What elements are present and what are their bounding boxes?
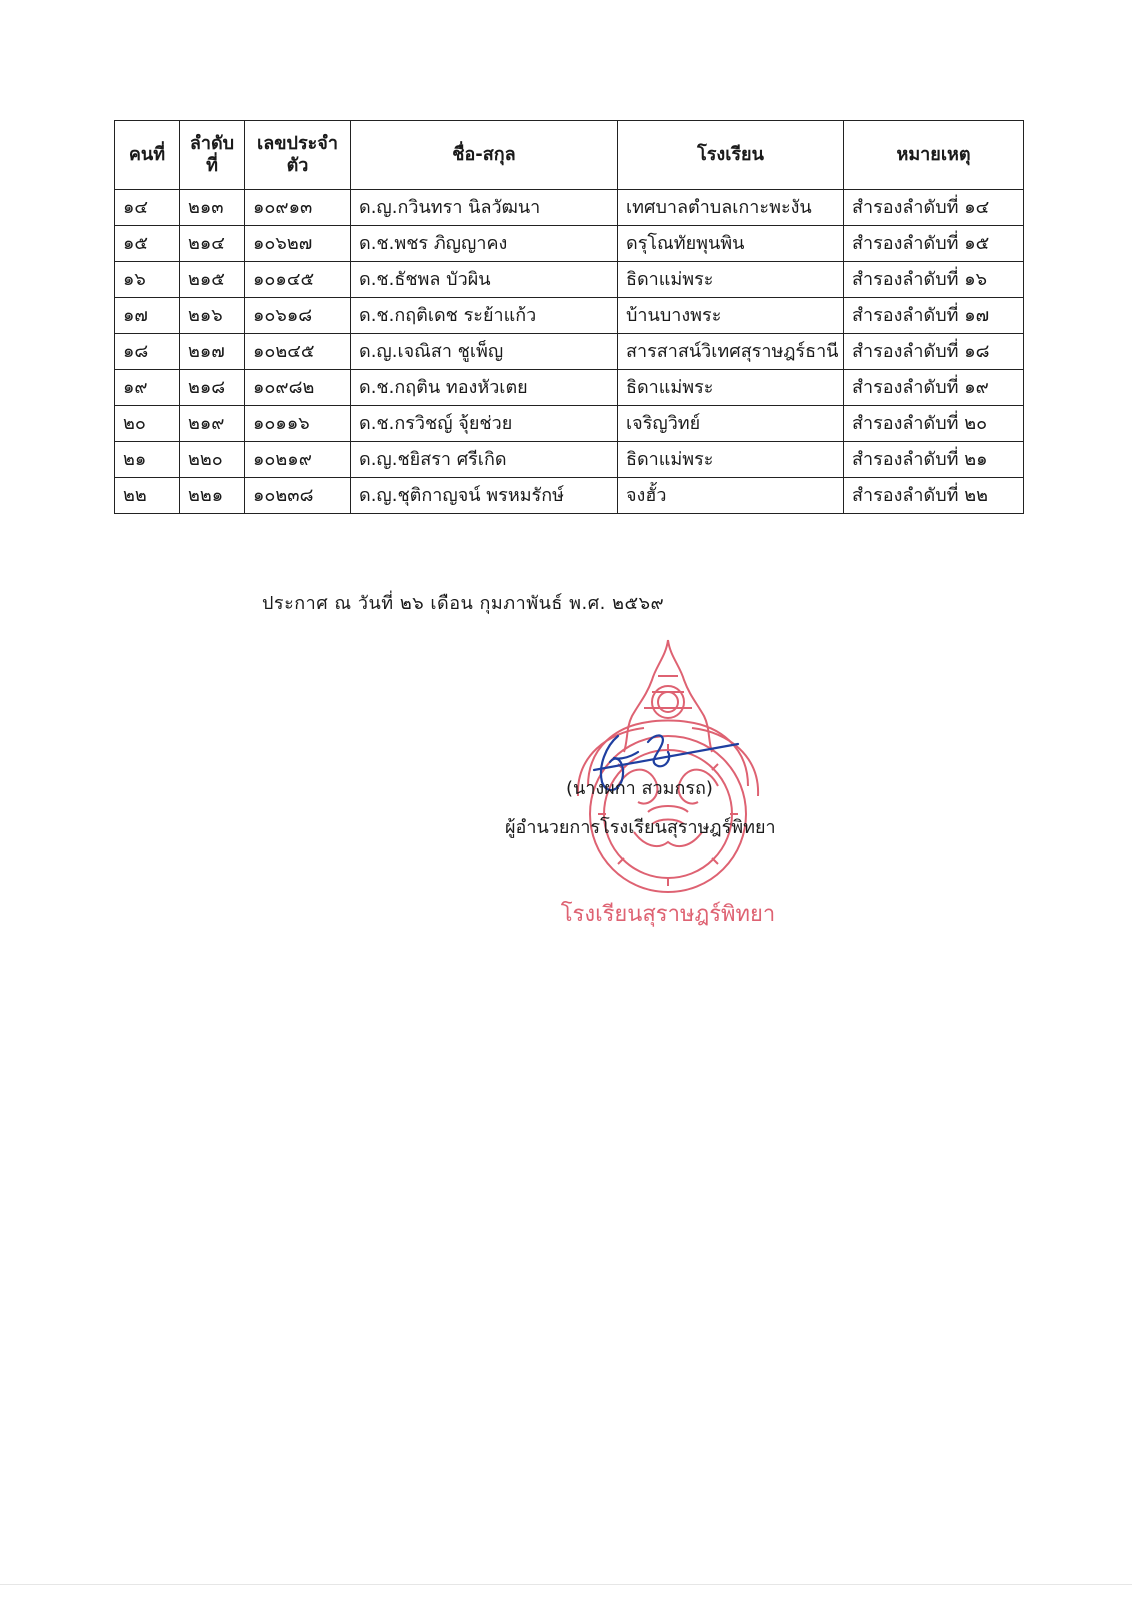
table-row [115,298,1024,334]
cell-remark: สำรองลำดับที่ ๑๖ [844,262,1024,298]
header-school: โรงเรียน [618,121,844,190]
cell-person-no: ๒๒ [115,478,180,514]
cell-order-no: ๒๑๕ [180,262,245,298]
cell-remark: สำรองลำดับที่ ๑๘ [844,334,1024,370]
cell-order-no: ๒๒๐ [180,442,245,478]
cell-order-no: ๒๒๑ [180,478,245,514]
cell-remark: สำรองลำดับที่ ๑๔ [844,190,1024,226]
cell-remark: สำรองลำดับที่ ๒๑ [844,442,1024,478]
cell-full-name: ด.ญ.ชุติกาญจน์ พรหมรักษ์ [351,478,618,514]
header-id-no: เลขประจำตัว [245,121,351,190]
cell-full-name: ด.ช.กฤติน ทองหัวเตย [351,370,618,406]
cell-person-no: ๑๗ [115,298,180,334]
cell-person-no: ๑๘ [115,334,180,370]
cell-school: ธิดาแม่พระ [618,370,844,406]
cell-order-no: ๒๑๘ [180,370,245,406]
table-row [115,262,1024,298]
table-row [115,190,1024,226]
cell-full-name: ด.ญ.เจณิสา ชูเพ็ญ [351,334,618,370]
cell-person-no: ๑๖ [115,262,180,298]
cell-person-no: ๒๑ [115,442,180,478]
cell-order-no: ๒๑๓ [180,190,245,226]
header-full-name: ชื่อ-สกุล [351,121,618,190]
cell-school: ธิดาแม่พระ [618,442,844,478]
cell-id-no: ๑๐๒๔๕ [245,334,351,370]
cell-school: จงฮั้ว [618,478,844,514]
cell-school: ธิดาแม่พระ [618,262,844,298]
cell-id-no: ๑๐๖๒๗ [245,226,351,262]
table-row [115,226,1024,262]
reserve-list-table [114,120,1024,514]
cell-person-no: ๑๙ [115,370,180,406]
announcement-date: ประกาศ ณ วันที่ ๒๖ เดือน กุมภาพันธ์ พ.ศ. ๒๕๖๙ [262,593,665,614]
cell-full-name: ด.ช.พชร ภิญญาคง [351,226,618,262]
signer-title: ผู้อำนวยการโรงเรียนสุราษฎร์พิทยา [505,817,776,838]
cell-order-no: ๒๑๙ [180,406,245,442]
cell-id-no: ๑๐๒๓๘ [245,478,351,514]
table-row [115,406,1024,442]
cell-order-no: ๒๑๖ [180,298,245,334]
cell-school: บ้านบางพระ [618,298,844,334]
table-row [115,442,1024,478]
scan-edge-line [0,1584,1132,1585]
cell-remark: สำรองลำดับที่ ๑๗ [844,298,1024,334]
cell-id-no: ๑๐๑๑๖ [245,406,351,442]
cell-order-no: ๒๑๗ [180,334,245,370]
cell-school: เจริญวิทย์ [618,406,844,442]
cell-school: สารสาสน์วิเทศสุราษฎร์ธานี [618,334,844,370]
signer-name: (นางผกา สวมกรถ) [566,778,713,799]
cell-id-no: ๑๐๖๑๘ [245,298,351,334]
cell-school: เทศบาลตำบลเกาะพะงัน [618,190,844,226]
cell-remark: สำรองลำดับที่ ๑๕ [844,226,1024,262]
cell-id-no: ๑๐๙๑๓ [245,190,351,226]
cell-full-name: ด.ญ.ชยิสรา ศรีเกิด [351,442,618,478]
header-order-no: ลำดับที่ [180,121,245,190]
cell-person-no: ๒๐ [115,406,180,442]
seal-school-name: โรงเรียนสุราษฎร์พิทยา [560,902,776,927]
cell-full-name: ด.ช.กฤติเดช ระย้าแก้ว [351,298,618,334]
cell-full-name: ด.ช.ธัชพล บัวผิน [351,262,618,298]
table-row [115,370,1024,406]
cell-person-no: ๑๕ [115,226,180,262]
cell-full-name: ด.ญ.กวินทรา นิลวัฒนา [351,190,618,226]
table-row [115,334,1024,370]
table-header-row [115,121,1024,190]
cell-id-no: ๑๐๙๘๒ [245,370,351,406]
cell-remark: สำรองลำดับที่ ๑๙ [844,370,1024,406]
cell-id-no: ๑๐๒๑๙ [245,442,351,478]
cell-school: ดรุโณทัยพุนพิน [618,226,844,262]
cell-remark: สำรองลำดับที่ ๒๒ [844,478,1024,514]
cell-id-no: ๑๐๑๔๕ [245,262,351,298]
header-person-no: คนที่ [115,121,180,190]
table-row [115,478,1024,514]
header-remark: หมายเหตุ [844,121,1024,190]
cell-remark: สำรองลำดับที่ ๒๐ [844,406,1024,442]
cell-order-no: ๒๑๔ [180,226,245,262]
cell-full-name: ด.ช.กรวิชญ์ จุ้ยช่วย [351,406,618,442]
cell-person-no: ๑๔ [115,190,180,226]
